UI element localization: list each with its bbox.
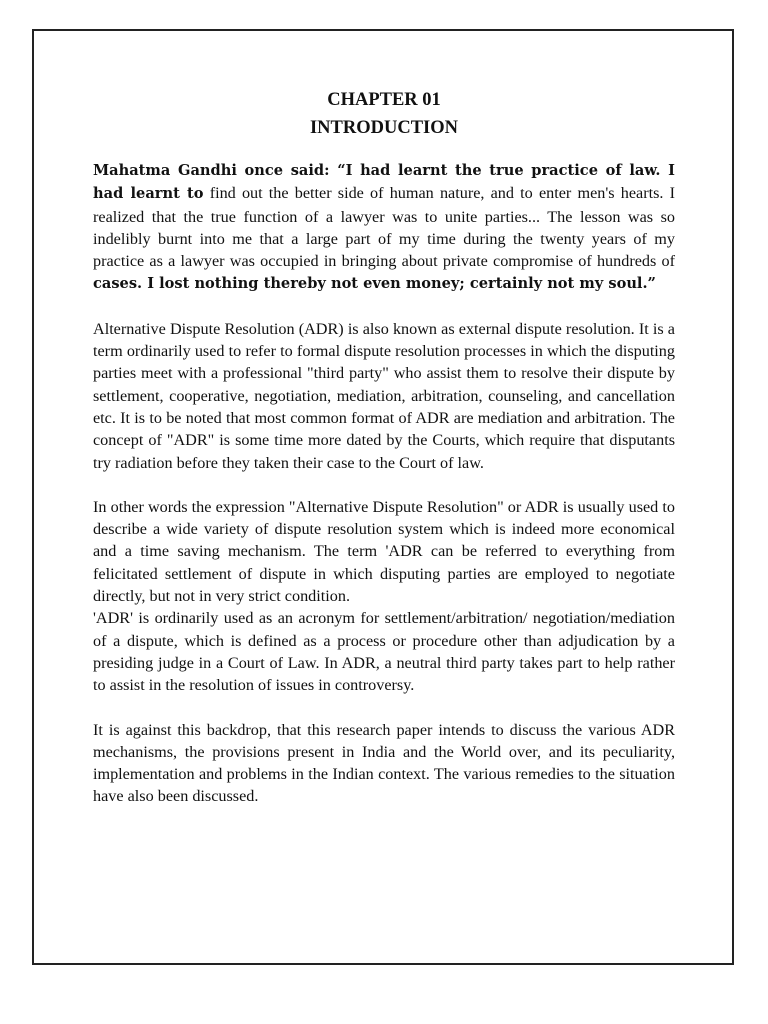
quote-opening: “I had learnt the true practice of law. I had learnt to: [93, 162, 675, 203]
paragraph-research-scope: It is against this backdrop, that this research paper intends to discuss the various ADR mechanisms, the provisions present in India and the World over, and its peculiarity, implementation and problems in the Indian context. The various remedies to the situation have also been discussed.: [93, 720, 675, 806]
chapter-heading: [93, 86, 675, 142]
paragraph-adr-definition: Alternative Dispute Resolution (ADR) is also known as external dispute resolution. It is a term ordinarily used to refer to formal dispute resolution processes in which the disputing parties meet with a professional "third party" who assist them to resolve their dispute by settlement, cooperative, negotiation, mediation, arbitration, counseling, and cancellation etc. It is to be noted that most common format of ADR are mediation and arbitration. The concept of "ADR" is some time more dated by the Courts, which require that disputants try radiation before they taken their case to the Court of law.: [93, 319, 675, 472]
quote-body: find out the better side of human nature, and to enter men's hearts. I realized that the true function of a lawyer was to unite parties... The lesson was so indelibly burnt into me that a large part of my time during the twenty years of my practice as a lawyer was occupied in bringing about private compromise of hundreds of: [93, 184, 676, 271]
paragraph-gandhi-quote: [93, 159, 675, 296]
document-body: [93, 86, 675, 830]
chapter-number: CHAPTER 01: [327, 90, 441, 110]
paragraph-adr-acronym: 'ADR' is ordinarily used as an acronym for settlement/arbitration/ negotiation/mediation of a dispute, which is defined as a process or procedure other than adjudication by a presiding judge in a Court of Law. In ADR, a neutral third party takes part to help rather to assist in the resolution of issues in controversy.: [93, 609, 675, 695]
chapter-title: INTRODUCTION: [309, 118, 459, 138]
quote-lead: Mahatma Gandhi once said:: [93, 162, 338, 179]
paragraph-adr-expression: In other words the expression "Alternative Dispute Resolution" or ADR is usually used to describe a wide variety of dispute resolution system which is indeed more economical and a time saving mechanism. The term 'ADR can be referred to everything from felicitated settlement of dispute in which disputing parties are employed to negotiate directly, but not in very strict condition.: [93, 497, 675, 606]
quote-closing: cases. I lost nothing thereby not even money; certainly not my soul.”: [93, 275, 656, 293]
